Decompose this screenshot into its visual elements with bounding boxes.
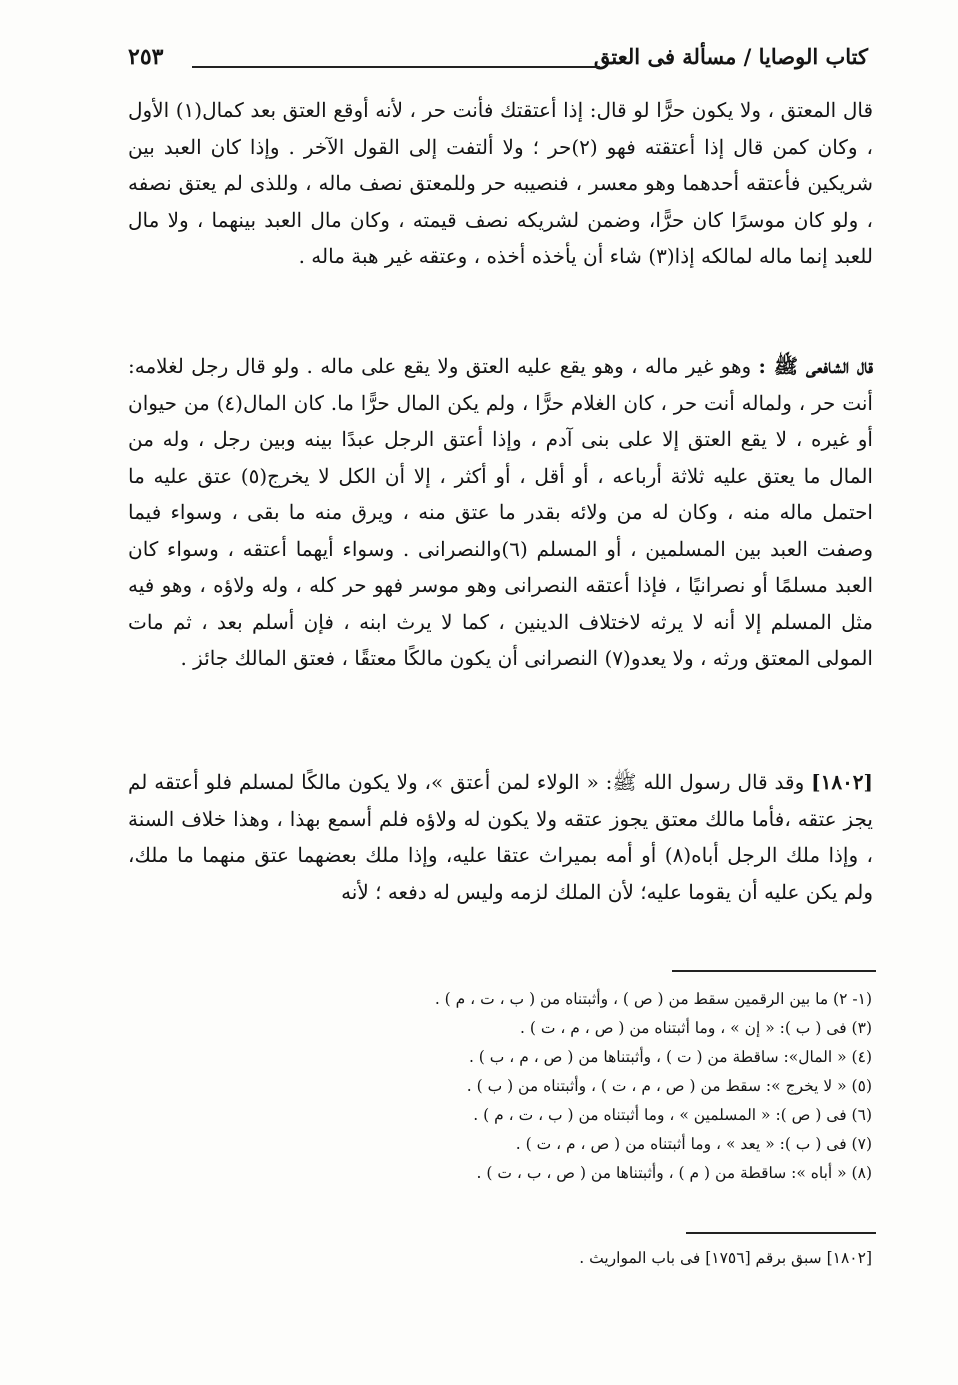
footnote-5: (٥) « لا يخرج »: سقط من ( ص ، م ، ت ) ، وأثبتناه من ( ب ) . <box>466 1077 872 1095</box>
reference-note: [١٨٠٢] سبق برقم [١٧٥٦] فى باب المواريث . <box>579 1249 872 1267</box>
paragraph-2-body <box>128 348 873 677</box>
paragraph-3-body <box>128 764 873 910</box>
footnote-3: (٣) فى ( ب ): « إن » ، وما أثبتناه من ( ص ، م ، ت ) . <box>519 1019 872 1037</box>
paragraph-1-text: قال المعتق ، ولا يكون حرًّا لو قال: إذا أعتقتك فأنت حر ، لأنه أوقع العتق بعد كمال(١) الأول ، وكان كمن قال إذا أعتقته فهو (٢)حر ؛ ولا ألتفت إلى القول الآخر . وإذا كان العبد بين شريكين فأعتقه أحدهما وهو معسر ، فنصيبه حر وللمعتق نصف ماله ، وللذى لم يعتق نصفه ، ولو كان موسرًا كان حرًّا، وضمن لشريكه نصف قيمته ، وكان مال العبد بينهما ، ولا مال للعبد إنما ماله لمالكه إذا(٣) شاء أن يأخذه أخذه ، وعتقه غير هبة ماله . <box>128 98 874 268</box>
paragraph-2 <box>128 348 873 677</box>
reference-separator <box>686 1232 876 1234</box>
header-rule <box>192 66 600 68</box>
paragraph-2-text: وهو غير ماله ، وهو يقع عليه العتق ولا يقع على ماله . ولو قال رجل لغلامه: أنت حر ، ولماله أنت حر ، كان الغلام حرًّا ، ولم يكن المال حرًّا ما. كان المال(٤) من حيوان أو غيره ، لا يقع العتق إلا على بنى آدم ، وإذا أعتق الرجل عبدًا بينه وبين رجل ، وله من المال ما يعتق عليه ثلاثة أرباعه ، أو أقل ، أو أكثر ، إلا أن الكل لا يخرج(٥) عتق عليه ما احتمل ماله منه ، وكان له من ولائه بقدر ما عتق منه ، ويرق منه ما بقى ، وسواء فيما وصفت العبد بين المسلمين ، أو المسلم (٦)والنصرانى . وسواء أيهما أعتقه ، وسواء كان العبد مسلمًا أو نصرانيًا ، فإذا أعتقه النصرانى وهو موسر فهو حر كله ، وله ولاؤه ، وهو فيه مثل المسلم إلا أنه لا يرثه لاختلاف الدينين ، كما لا يرث ابنه ، فإن أسلم بعد ، ثم مات المولى المعتق ورثه ، ولا يعدو(٧) النصرانى أن يكون مالكًا معتقًا ، فعتق المالك جائز . <box>128 354 874 670</box>
paragraph-1 <box>128 92 873 275</box>
paragraph-2-lead: قال الشافعى ﷺ : <box>758 354 873 378</box>
page-header <box>128 42 868 82</box>
footnote-7: (٧) فى ( ب ): « يعد » ، وما أثبتناه من ( ص ، م ، ت ) . <box>515 1135 872 1153</box>
footnote-4: (٤) « المال»: ساقطة من ( ت ) ، وأثبتناها من ( ص ، م ، ب ) . <box>468 1048 872 1066</box>
footnote-separator <box>672 970 876 972</box>
footnotes <box>312 985 872 1188</box>
paragraph-3-text: وقد قال رسول الله ﷺ: « الولاء لمن أعتق »، ولا يكون مالكًا لمسلم فلو أعتقه لم يجز عتقه ،فأما مالك معتق يجوز عتقه ولا يكون له ولاؤه فلم أسمع بهذا ، وهذا خلاف السنة ، وإذا ملك الرجل أباه(٨) أو أمه بميراث عتقا عليه، وإذا ملك بعضهما عتق منهما ما ملك، ولم يكن عليه أن يقوما عليه؛ لأن الملك لزمه وليس له دفعه ؛ لأنه <box>128 770 873 904</box>
paragraph-3-number: [١٨٠٢] <box>811 770 874 794</box>
running-title: كتاب الوصايا / مسألة فى العتق <box>593 44 868 69</box>
footnote-8: (٨) « أباه »: ساقطة من ( م ) ، وأثبتناها من ( ص ، ب ، ت ) . <box>476 1164 872 1182</box>
footnote-6: (٦) فى ( ص ): « المسلمين » ، وما أثبتناه من ( ب ، ت ، م ) . <box>473 1106 872 1124</box>
footnote-1-2: (١- ٢) ما بين الرقمين سقط من ( ص ) ، وأثبتناه من ( ب ، ت ، م ) . <box>434 990 872 1008</box>
page-number: ٢٥٣ <box>128 44 164 70</box>
paragraph-3 <box>128 764 873 910</box>
